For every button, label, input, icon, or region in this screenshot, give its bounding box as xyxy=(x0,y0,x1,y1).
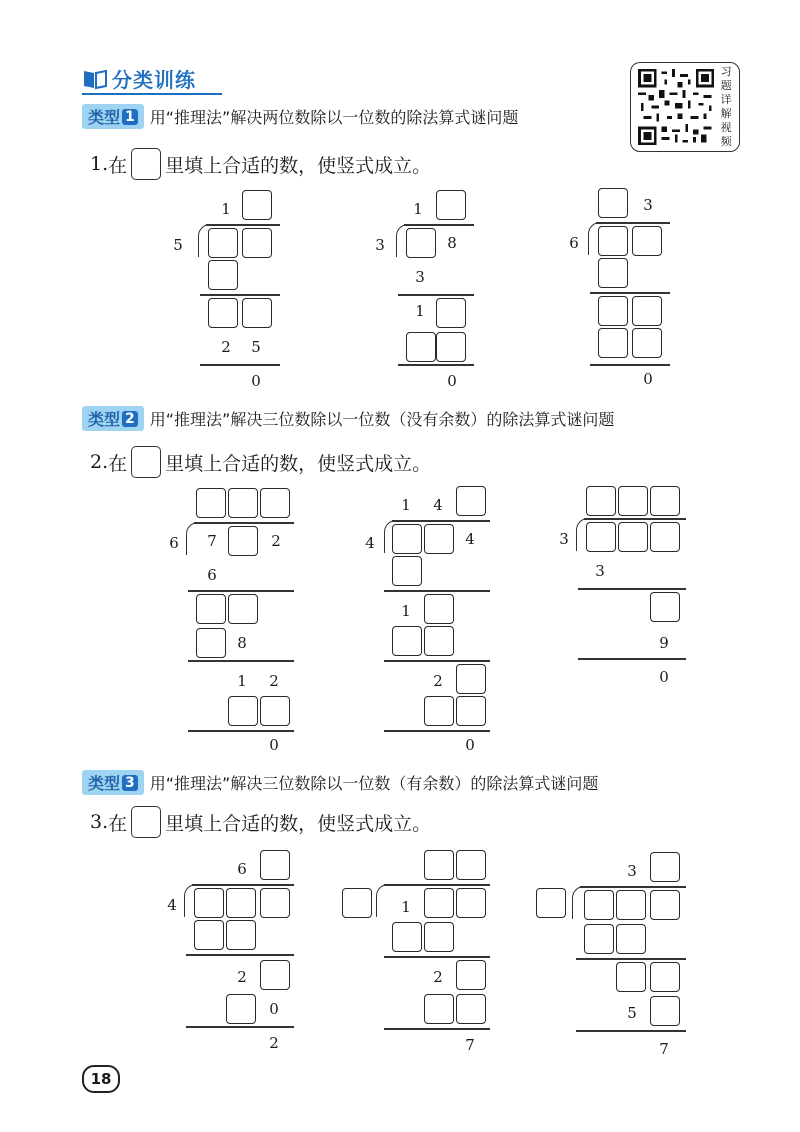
digit: 6 xyxy=(207,566,217,584)
divisor-digit: 3 xyxy=(559,530,569,548)
subtraction-line xyxy=(590,364,670,366)
type-heading-1 xyxy=(82,104,518,129)
section-title: 分类训练 xyxy=(112,68,196,92)
blank-box[interactable] xyxy=(650,996,680,1026)
blank-box[interactable] xyxy=(242,190,272,220)
division-bracket xyxy=(186,522,199,555)
blank-box[interactable] xyxy=(392,524,422,554)
subtraction-line xyxy=(200,364,280,366)
blank-box[interactable] xyxy=(242,298,272,328)
blank-box[interactable] xyxy=(260,696,290,726)
subtraction-line xyxy=(384,660,490,662)
blank-box[interactable] xyxy=(616,890,646,920)
blank-box[interactable] xyxy=(616,962,646,992)
quotient-digit: 1 xyxy=(401,496,411,514)
remainder-digit: 0 xyxy=(643,370,653,388)
digit: 8 xyxy=(447,234,457,252)
digit: 1 xyxy=(415,302,425,320)
remainder-digit: 0 xyxy=(465,736,475,754)
question-2: 2. 在 里填上合适的数，使竖式成立。 xyxy=(90,446,431,478)
blank-box[interactable] xyxy=(260,960,290,990)
subtraction-line xyxy=(384,730,490,732)
digit: 0 xyxy=(269,1000,279,1018)
blank-box[interactable] xyxy=(194,888,224,918)
divisor-digit: 4 xyxy=(365,534,375,552)
digit: 4 xyxy=(465,530,475,548)
type-heading-2 xyxy=(82,406,614,431)
division-line xyxy=(206,224,280,226)
digit: 1 xyxy=(401,898,411,916)
divisor-digit: 3 xyxy=(375,236,385,254)
blank-box[interactable] xyxy=(194,920,224,950)
digit: 7 xyxy=(207,532,217,550)
blank-box[interactable] xyxy=(342,888,372,918)
blank-box[interactable] xyxy=(650,890,680,920)
blank-box[interactable] xyxy=(226,920,256,950)
blank-box[interactable] xyxy=(228,526,258,556)
blank-box[interactable] xyxy=(406,228,436,258)
blank-box[interactable] xyxy=(616,924,646,954)
blank-box[interactable] xyxy=(584,924,614,954)
divisor-digit: 5 xyxy=(173,236,183,254)
remainder-digit: 0 xyxy=(251,372,261,390)
type-text: 用“推理法”解决两位数除以一位数的除法算式谜问题 xyxy=(149,108,519,127)
blank-box[interactable] xyxy=(436,298,466,328)
blank-box[interactable] xyxy=(586,522,616,552)
digit: 5 xyxy=(251,338,261,356)
type-text: 用“推理法”解决三位数除以一位数（有余数）的除法算式谜问题 xyxy=(149,774,599,793)
subtraction-line xyxy=(398,364,474,366)
blank-box[interactable] xyxy=(598,188,628,218)
type-badge: 类型 3 xyxy=(82,770,144,795)
blank-box[interactable] xyxy=(226,994,256,1024)
subtraction-line xyxy=(186,1026,294,1028)
blank-box[interactable] xyxy=(260,488,290,518)
division-bracket xyxy=(376,884,389,917)
blank-box[interactable] xyxy=(424,888,454,918)
blank-box[interactable] xyxy=(228,594,258,624)
blank-box[interactable] xyxy=(650,962,680,992)
subtraction-line xyxy=(384,590,490,592)
division-line xyxy=(194,522,294,524)
type-text: 用“推理法”解决三位数除以一位数（没有余数）的除法算式谜问题 xyxy=(149,410,615,429)
blank-box[interactable] xyxy=(424,850,454,880)
question-3: 3. 在 里填上合适的数，使竖式成立。 xyxy=(90,806,431,838)
blank-box[interactable] xyxy=(392,922,422,952)
blank-box[interactable] xyxy=(392,626,422,656)
subtraction-line xyxy=(186,954,294,956)
blank-box[interactable] xyxy=(632,226,662,256)
division-line xyxy=(584,518,686,520)
digit: 2 xyxy=(237,968,247,986)
blank-box[interactable] xyxy=(650,852,680,882)
blank-box[interactable] xyxy=(424,524,454,554)
quotient-digit: 4 xyxy=(433,496,443,514)
digit: 8 xyxy=(237,634,247,652)
blank-box[interactable] xyxy=(260,888,290,918)
blank-box[interactable] xyxy=(436,332,466,362)
division-line xyxy=(392,520,490,522)
digit: 3 xyxy=(415,268,425,286)
blank-box[interactable] xyxy=(632,328,662,358)
question-1: 1. 在 里填上合适的数，使竖式成立。 xyxy=(90,148,431,180)
digit: 1 xyxy=(401,602,411,620)
digit: 2 xyxy=(433,968,443,986)
digit: 2 xyxy=(271,532,281,550)
blank-box[interactable] xyxy=(208,298,238,328)
blank-box[interactable] xyxy=(424,594,454,624)
blank-box[interactable] xyxy=(598,328,628,358)
type-badge: 类型 1 xyxy=(82,104,144,129)
blank-box[interactable] xyxy=(228,696,258,726)
blank-box[interactable] xyxy=(456,696,486,726)
blank-box[interactable] xyxy=(208,260,238,290)
blank-box[interactable] xyxy=(424,626,454,656)
division-line xyxy=(404,224,474,226)
qr-caption: 习 题 详 解 视 频 xyxy=(720,65,732,148)
blank-box[interactable] xyxy=(598,258,628,288)
quotient-digit: 1 xyxy=(221,200,231,218)
blank-box[interactable] xyxy=(406,332,436,362)
blank-box[interactable] xyxy=(456,960,486,990)
quotient-digit: 3 xyxy=(643,196,653,214)
qr-code-icon xyxy=(637,69,715,145)
subtraction-line xyxy=(576,1030,686,1032)
blank-box[interactable] xyxy=(618,522,648,552)
remainder-digit: 7 xyxy=(465,1036,475,1054)
subtraction-line xyxy=(200,294,280,296)
blank-box[interactable] xyxy=(260,850,290,880)
divisor-digit: 6 xyxy=(169,534,179,552)
blank-box[interactable] xyxy=(618,486,648,516)
subtraction-line xyxy=(384,1028,490,1030)
blank-box[interactable] xyxy=(456,994,486,1024)
answer-box-sample xyxy=(131,446,161,478)
section-header xyxy=(82,64,196,93)
blank-box[interactable] xyxy=(650,522,680,552)
digit: 2 xyxy=(269,672,279,690)
subtraction-line xyxy=(578,658,686,660)
division-line xyxy=(384,884,490,886)
answer-box-sample xyxy=(131,148,161,180)
digit: 5 xyxy=(627,1004,637,1022)
subtraction-line xyxy=(384,956,490,958)
subtraction-line xyxy=(576,958,686,960)
header-divider xyxy=(82,93,222,95)
blank-box[interactable] xyxy=(208,228,238,258)
blank-box[interactable] xyxy=(392,556,422,586)
digit: 2 xyxy=(433,672,443,690)
division-line xyxy=(580,886,686,888)
blank-box[interactable] xyxy=(456,888,486,918)
blank-box[interactable] xyxy=(424,994,454,1024)
blank-box[interactable] xyxy=(456,664,486,694)
blank-box[interactable] xyxy=(196,628,226,658)
digit: 9 xyxy=(659,634,669,652)
blank-box[interactable] xyxy=(632,296,662,326)
blank-box[interactable] xyxy=(228,488,258,518)
type-badge: 类型 2 xyxy=(82,406,144,431)
subtraction-line xyxy=(188,660,294,662)
blank-box[interactable] xyxy=(536,888,566,918)
blank-box[interactable] xyxy=(650,486,680,516)
blank-box[interactable] xyxy=(456,486,486,516)
blank-box[interactable] xyxy=(650,592,680,622)
divisor-digit: 6 xyxy=(569,234,579,252)
digit: 2 xyxy=(221,338,231,356)
blank-box[interactable] xyxy=(226,888,256,918)
subtraction-line xyxy=(188,590,294,592)
subtraction-line xyxy=(188,730,294,732)
digit: 3 xyxy=(595,562,605,580)
subtraction-line xyxy=(578,588,686,590)
divisor-digit: 4 xyxy=(167,896,177,914)
remainder-digit: 0 xyxy=(659,668,669,686)
blank-box[interactable] xyxy=(424,922,454,952)
subtraction-line xyxy=(590,292,670,294)
quotient-digit: 6 xyxy=(237,860,247,878)
type-heading-3 xyxy=(82,770,598,795)
answer-box-sample xyxy=(131,806,161,838)
page-number: 18 xyxy=(82,1065,120,1093)
quotient-digit: 3 xyxy=(627,862,637,880)
blank-box[interactable] xyxy=(584,890,614,920)
blank-box[interactable] xyxy=(598,226,628,256)
remainder-digit: 2 xyxy=(269,1034,279,1052)
blank-box[interactable] xyxy=(456,850,486,880)
blank-box[interactable] xyxy=(242,228,272,258)
quotient-digit: 1 xyxy=(413,200,423,218)
blank-box[interactable] xyxy=(196,488,226,518)
remainder-digit: 0 xyxy=(447,372,457,390)
subtraction-line xyxy=(398,294,474,296)
blank-box[interactable] xyxy=(598,296,628,326)
blank-box[interactable] xyxy=(196,594,226,624)
digit: 1 xyxy=(237,672,247,690)
blank-box[interactable] xyxy=(586,486,616,516)
remainder-digit: 7 xyxy=(659,1040,669,1058)
qr-code-panel[interactable] xyxy=(630,62,740,152)
blank-box[interactable] xyxy=(436,190,466,220)
book-icon xyxy=(82,68,108,90)
blank-box[interactable] xyxy=(424,696,454,726)
division-line xyxy=(596,222,670,224)
division-line xyxy=(192,884,294,886)
remainder-digit: 0 xyxy=(269,736,279,754)
